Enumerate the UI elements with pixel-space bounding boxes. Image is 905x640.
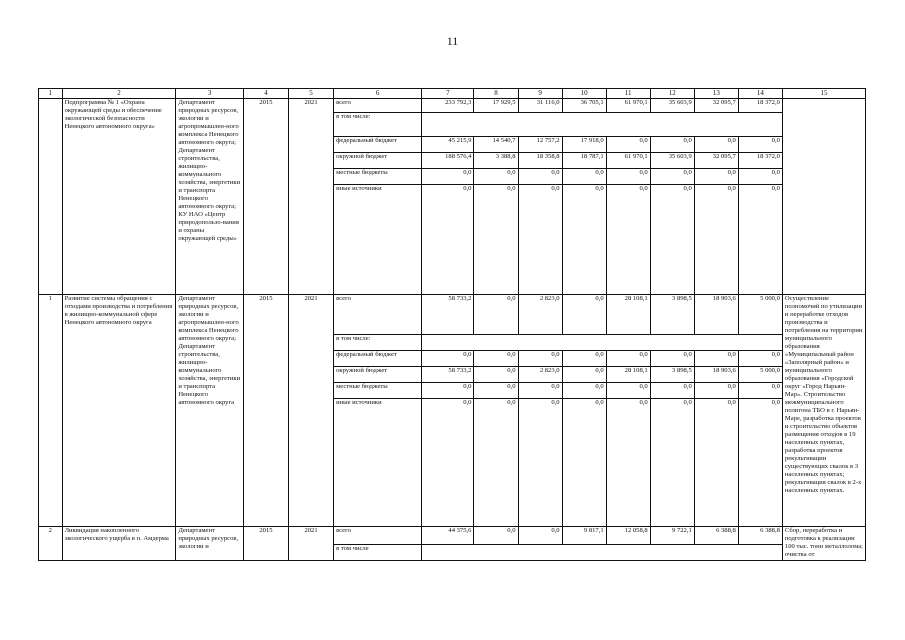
executor-cell: Департамент природных ресурсов, экологии и bbox=[176, 527, 244, 561]
amount-cell: 0,0 bbox=[474, 185, 518, 295]
amount-cell: 18 358,8 bbox=[518, 153, 562, 169]
start-year: 2015 bbox=[243, 295, 288, 527]
amount-cell: 0,0 bbox=[474, 527, 518, 545]
amount-cell: 0,0 bbox=[422, 351, 474, 367]
column-number: 4 bbox=[243, 89, 288, 99]
amount-cell: 0,0 bbox=[738, 399, 782, 527]
amount-cell: 0,0 bbox=[650, 383, 694, 399]
start-year: 2015 bbox=[243, 99, 288, 295]
amount-cell: 5 000,0 bbox=[738, 367, 782, 383]
measure-name: Подпрограмма № 1 «Охрана окружающей среды и обеспечение экологической безопасности Ненецкого автономного округа» bbox=[62, 99, 176, 295]
amount-cell: 0,0 bbox=[422, 383, 474, 399]
funding-source-label: местные бюджеты bbox=[334, 169, 422, 185]
column-number: 9 bbox=[518, 89, 562, 99]
column-number: 12 bbox=[650, 89, 694, 99]
amount-cell: 0,0 bbox=[474, 367, 518, 383]
amount-cell: 0,0 bbox=[562, 383, 606, 399]
column-number: 13 bbox=[694, 89, 738, 99]
amount-cell: 0,0 bbox=[474, 169, 518, 185]
amount-cell: 18 372,0 bbox=[738, 153, 782, 169]
amount-cell: 0,0 bbox=[606, 137, 650, 153]
amount-cell: 0,0 bbox=[474, 383, 518, 399]
start-year: 2015 bbox=[243, 527, 288, 561]
amount-cell: 3 898,5 bbox=[650, 295, 694, 335]
amount-cell: 0,0 bbox=[694, 383, 738, 399]
amount-cell: 0,0 bbox=[694, 137, 738, 153]
funding-source-label: федеральный бюджет bbox=[334, 137, 422, 153]
end-year: 2021 bbox=[289, 527, 334, 561]
amount-cell: 0,0 bbox=[650, 399, 694, 527]
amount-cell: 0,0 bbox=[650, 169, 694, 185]
measure-name: Ликвидация накопленного экологического ущерба в п. Амдерма bbox=[62, 527, 176, 561]
amount-cell: 2 823,0 bbox=[518, 367, 562, 383]
amount-cell: 0,0 bbox=[422, 399, 474, 527]
page-number: 11 bbox=[446, 34, 459, 48]
amount-cell: 0,0 bbox=[474, 295, 518, 335]
amount-cell: 0,0 bbox=[562, 169, 606, 185]
amount-cell: 0,0 bbox=[738, 185, 782, 295]
amount-cell: 12 058,8 bbox=[606, 527, 650, 545]
funding-source-label: окружной бюджет bbox=[334, 367, 422, 383]
funding-source-label: иные источники bbox=[334, 399, 422, 527]
amount-cell: 6 388,8 bbox=[738, 527, 782, 545]
amount-cell: 12 757,2 bbox=[518, 137, 562, 153]
end-year: 2021 bbox=[289, 295, 334, 527]
amount-cell: 0,0 bbox=[606, 399, 650, 527]
empty-values-cell bbox=[422, 113, 783, 137]
amount-cell: 35 603,9 bbox=[650, 99, 694, 113]
row-number: 1 bbox=[39, 295, 63, 527]
column-number: 1 bbox=[39, 89, 63, 99]
column-number: 3 bbox=[176, 89, 244, 99]
amount-cell: 0,0 bbox=[518, 383, 562, 399]
amount-cell: 0,0 bbox=[694, 169, 738, 185]
program-funding-table bbox=[38, 88, 866, 561]
amount-cell: 17 918,0 bbox=[562, 137, 606, 153]
expected-result: Сбор, переработка и подготовка к реализации 100 тыс. тонн металлолома; очистка от bbox=[782, 527, 865, 561]
amount-cell: 0,0 bbox=[562, 399, 606, 527]
amount-cell: 0,0 bbox=[422, 169, 474, 185]
funding-source-label: окружной бюджет bbox=[334, 153, 422, 169]
executor-cell: Департамент природных ресурсов, экологии и агропромышлен-ного комплекса Ненецкого автономного округа; Департамент строительства, жилищно-коммунального хозяйства, энергетики и транспорта Ненецкого автономного округа; КУ НАО «Центр природопользо-вания и охраны окружающей среды» bbox=[176, 99, 244, 295]
column-number: 14 bbox=[738, 89, 782, 99]
column-number: 7 bbox=[422, 89, 474, 99]
row-number bbox=[39, 99, 63, 295]
amount-cell: 0,0 bbox=[606, 383, 650, 399]
column-number: 15 bbox=[782, 89, 865, 99]
amount-cell: 0,0 bbox=[562, 367, 606, 383]
funding-source-label: всего bbox=[334, 527, 422, 545]
amount-cell: 0,0 bbox=[518, 185, 562, 295]
amount-cell: 0,0 bbox=[518, 527, 562, 545]
column-number: 2 bbox=[62, 89, 176, 99]
amount-cell: 36 705,1 bbox=[562, 99, 606, 113]
amount-cell: 32 095,7 bbox=[694, 153, 738, 169]
amount-cell: 14 540,7 bbox=[474, 137, 518, 153]
amount-cell: 0,0 bbox=[738, 351, 782, 367]
amount-cell: 9 722,1 bbox=[650, 527, 694, 545]
amount-cell: 0,0 bbox=[650, 185, 694, 295]
amount-cell: 28 108,1 bbox=[606, 295, 650, 335]
amount-cell: 233 792,3 bbox=[422, 99, 474, 113]
amount-cell: 0,0 bbox=[606, 169, 650, 185]
amount-cell: 0,0 bbox=[518, 351, 562, 367]
column-number: 8 bbox=[474, 89, 518, 99]
funding-source-label: в том числе: bbox=[334, 335, 422, 351]
amount-cell: 0,0 bbox=[422, 185, 474, 295]
funding-source-label: в том числе bbox=[334, 545, 422, 561]
end-year: 2021 bbox=[289, 99, 334, 295]
amount-cell: 0,0 bbox=[694, 185, 738, 295]
amount-cell: 2 823,0 bbox=[518, 295, 562, 335]
amount-cell: 18 903,6 bbox=[694, 295, 738, 335]
column-number-row bbox=[39, 89, 866, 99]
amount-cell: 0,0 bbox=[518, 399, 562, 527]
column-number: 5 bbox=[289, 89, 334, 99]
amount-cell: 6 388,8 bbox=[694, 527, 738, 545]
row-number: 2 bbox=[39, 527, 63, 561]
amount-cell: 58 733,2 bbox=[422, 367, 474, 383]
amount-cell: 44 375,6 bbox=[422, 527, 474, 545]
table-row bbox=[39, 99, 866, 113]
column-number: 6 bbox=[334, 89, 422, 99]
amount-cell: 0,0 bbox=[650, 137, 694, 153]
amount-cell: 0,0 bbox=[562, 185, 606, 295]
amount-cell: 0,0 bbox=[694, 351, 738, 367]
amount-cell: 61 970,1 bbox=[606, 99, 650, 113]
funding-source-label: федеральный бюджет bbox=[334, 351, 422, 367]
amount-cell: 0,0 bbox=[650, 351, 694, 367]
amount-cell: 61 970,1 bbox=[606, 153, 650, 169]
amount-cell: 3 388,8 bbox=[474, 153, 518, 169]
amount-cell: 31 116,0 bbox=[518, 99, 562, 113]
amount-cell: 17 929,5 bbox=[474, 99, 518, 113]
amount-cell: 0,0 bbox=[474, 399, 518, 527]
amount-cell: 0,0 bbox=[606, 185, 650, 295]
table-row bbox=[39, 527, 866, 545]
executor-cell: Департамент природных ресурсов, экологии и агропромышлен-ного комплекса Ненецкого автономного округа; Департамент строительства, жилищно-коммунального хозяйства, энергетики и транспорта Ненецкого автономного округа bbox=[176, 295, 244, 527]
amount-cell: 45 215,9 bbox=[422, 137, 474, 153]
amount-cell: 0,0 bbox=[738, 137, 782, 153]
table-row bbox=[39, 295, 866, 335]
funding-source-label: всего bbox=[334, 99, 422, 113]
amount-cell: 58 733,2 bbox=[422, 295, 474, 335]
amount-cell: 0,0 bbox=[606, 351, 650, 367]
amount-cell: 18 787,1 bbox=[562, 153, 606, 169]
amount-cell: 0,0 bbox=[562, 295, 606, 335]
table-body bbox=[39, 89, 866, 561]
amount-cell: 18 372,0 bbox=[738, 99, 782, 113]
amount-cell: 28 108,1 bbox=[606, 367, 650, 383]
expected-result: Осуществление полномочий по утилизации и переработке отходов производства и потребления на территории муниципального образования «Муниципальный район «Заполярный район» и муниципального образования «Городской округ «Город Нарьян-Мар». Строительство межмуниципального полигона ТБО в г. Нарьян-Маре, разработка проектов и строительство объектов размещения отходов в 19 населенных пунктах, разработка проектов рекультивации существующих свалок в 3 населенных пунктах; рекультивация свалок в 2-х населенных пунктах. bbox=[782, 295, 865, 527]
amount-cell: 0,0 bbox=[738, 169, 782, 185]
amount-cell: 3 898,5 bbox=[650, 367, 694, 383]
empty-values-cell bbox=[422, 335, 783, 351]
amount-cell: 18 903,6 bbox=[694, 367, 738, 383]
funding-source-label: местные бюджеты bbox=[334, 383, 422, 399]
amount-cell: 32 095,7 bbox=[694, 99, 738, 113]
amount-cell: 9 817,1 bbox=[562, 527, 606, 545]
column-number: 10 bbox=[562, 89, 606, 99]
column-number: 11 bbox=[606, 89, 650, 99]
amount-cell: 0,0 bbox=[518, 169, 562, 185]
amount-cell: 0,0 bbox=[694, 399, 738, 527]
funding-source-label: иные источники bbox=[334, 185, 422, 295]
amount-cell: 188 576,4 bbox=[422, 153, 474, 169]
amount-cell: 0,0 bbox=[738, 383, 782, 399]
amount-cell: 35 603,9 bbox=[650, 153, 694, 169]
amount-cell: 0,0 bbox=[474, 351, 518, 367]
amount-cell: 5 000,0 bbox=[738, 295, 782, 335]
empty-values-cell bbox=[422, 545, 783, 561]
funding-source-label: всего bbox=[334, 295, 422, 335]
funding-source-label: в том числе: bbox=[334, 113, 422, 137]
expected-result bbox=[782, 99, 865, 295]
amount-cell: 0,0 bbox=[562, 351, 606, 367]
measure-name: Развитие системы обращения с отходами производства и потребления в жилищно-коммунальной сфере Ненецкого автономного округа bbox=[62, 295, 176, 527]
